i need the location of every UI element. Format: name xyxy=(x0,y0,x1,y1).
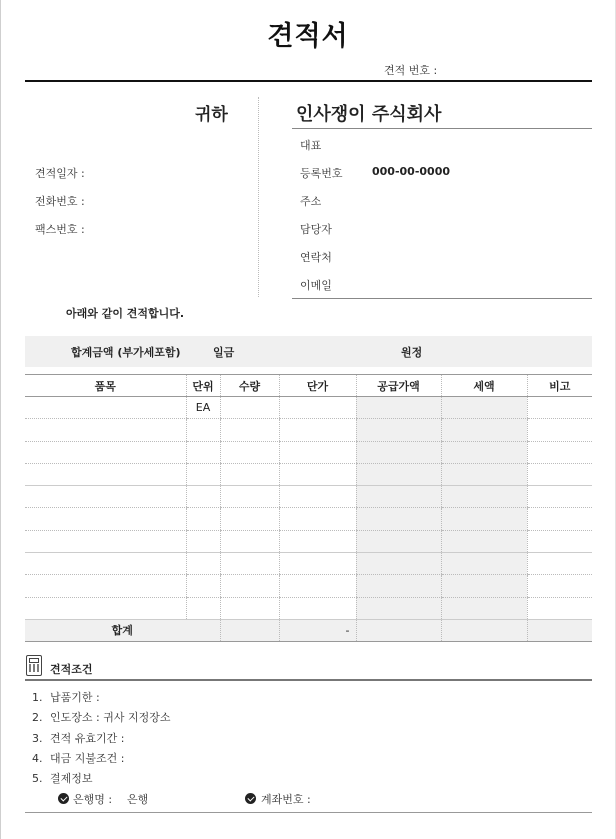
check-circle-icon xyxy=(58,793,69,804)
table-row xyxy=(25,597,592,619)
bank-name-label: 은행명 : xyxy=(73,793,113,806)
company-regno-label: 등록번호 xyxy=(300,167,343,180)
company-divider xyxy=(292,128,592,129)
sum-label: 합계 xyxy=(25,619,220,641)
col-item: 품목 xyxy=(25,375,186,397)
calculator-icon xyxy=(26,655,42,676)
quote-number-label: 견적 번호 : xyxy=(384,64,438,77)
conditions-title: 견적조건 xyxy=(50,663,93,676)
check-circle-icon xyxy=(245,793,256,804)
table-row xyxy=(25,441,592,463)
condition-item: 4. 대금 지불조건 : xyxy=(32,752,125,765)
col-unit: 단위 xyxy=(186,375,220,397)
condition-item: 5. 결제정보 xyxy=(32,772,93,785)
total-amount-band xyxy=(25,336,592,367)
page-left-edge xyxy=(0,0,1,839)
condition-item: 1. 납품기한 : xyxy=(32,691,100,704)
table-sum-row xyxy=(25,619,592,641)
col-note: 비고 xyxy=(527,375,592,397)
lead-text: 아래와 같이 견적합니다. xyxy=(66,307,185,320)
company-ceo-label: 대표 xyxy=(300,139,322,152)
document-title: 견적서 xyxy=(267,21,349,52)
vertical-divider xyxy=(258,97,259,297)
table-row xyxy=(25,530,592,552)
table-row xyxy=(25,553,592,575)
conditions-divider xyxy=(25,679,592,681)
header-divider xyxy=(25,80,592,82)
fax-field[interactable]: 팩스번호 : xyxy=(35,223,85,236)
table-row xyxy=(25,463,592,485)
condition-item: 3. 견적 유효기간 : xyxy=(32,732,125,745)
recipient-suffix: 귀하 xyxy=(195,105,228,125)
company-email-label: 이메일 xyxy=(300,279,332,292)
col-qty: 수량 xyxy=(220,375,279,397)
items-table xyxy=(25,374,592,642)
condition-item: 2. 인도장소 : 귀사 지정장소 xyxy=(32,711,171,724)
company-bottom-rule xyxy=(292,298,592,299)
company-regno-value: 000-00-0000 xyxy=(372,165,451,178)
col-supply: 공급가액 xyxy=(356,375,441,397)
col-tax: 세액 xyxy=(441,375,527,397)
company-manager-label: 담당자 xyxy=(300,223,332,236)
company-name: 인사쟁이 주식회사 xyxy=(296,104,442,125)
total-amount-suffix: 원정 xyxy=(401,346,423,359)
bottom-divider xyxy=(25,812,592,813)
quote-date-field[interactable]: 견적일자 : xyxy=(35,167,85,180)
sum-price: - xyxy=(279,619,356,641)
col-price: 단가 xyxy=(279,375,356,397)
account-number-label: 계좌번호 : xyxy=(261,793,311,806)
table-row xyxy=(25,486,592,508)
bank-name-value: 은행 xyxy=(127,793,149,806)
table-row xyxy=(25,508,592,530)
total-amount-label: 합계금액 (부가세포함) xyxy=(71,346,181,359)
items-header-row xyxy=(25,375,592,397)
table-row xyxy=(25,419,592,441)
unit-cell[interactable]: EA xyxy=(186,397,220,419)
company-address-label: 주소 xyxy=(300,195,322,208)
company-contact-label: 연락처 xyxy=(300,251,332,264)
table-row xyxy=(25,575,592,597)
table-row xyxy=(25,397,592,419)
total-amount-prefix: 일금 xyxy=(213,346,235,359)
phone-field[interactable]: 전화번호 : xyxy=(35,195,85,208)
